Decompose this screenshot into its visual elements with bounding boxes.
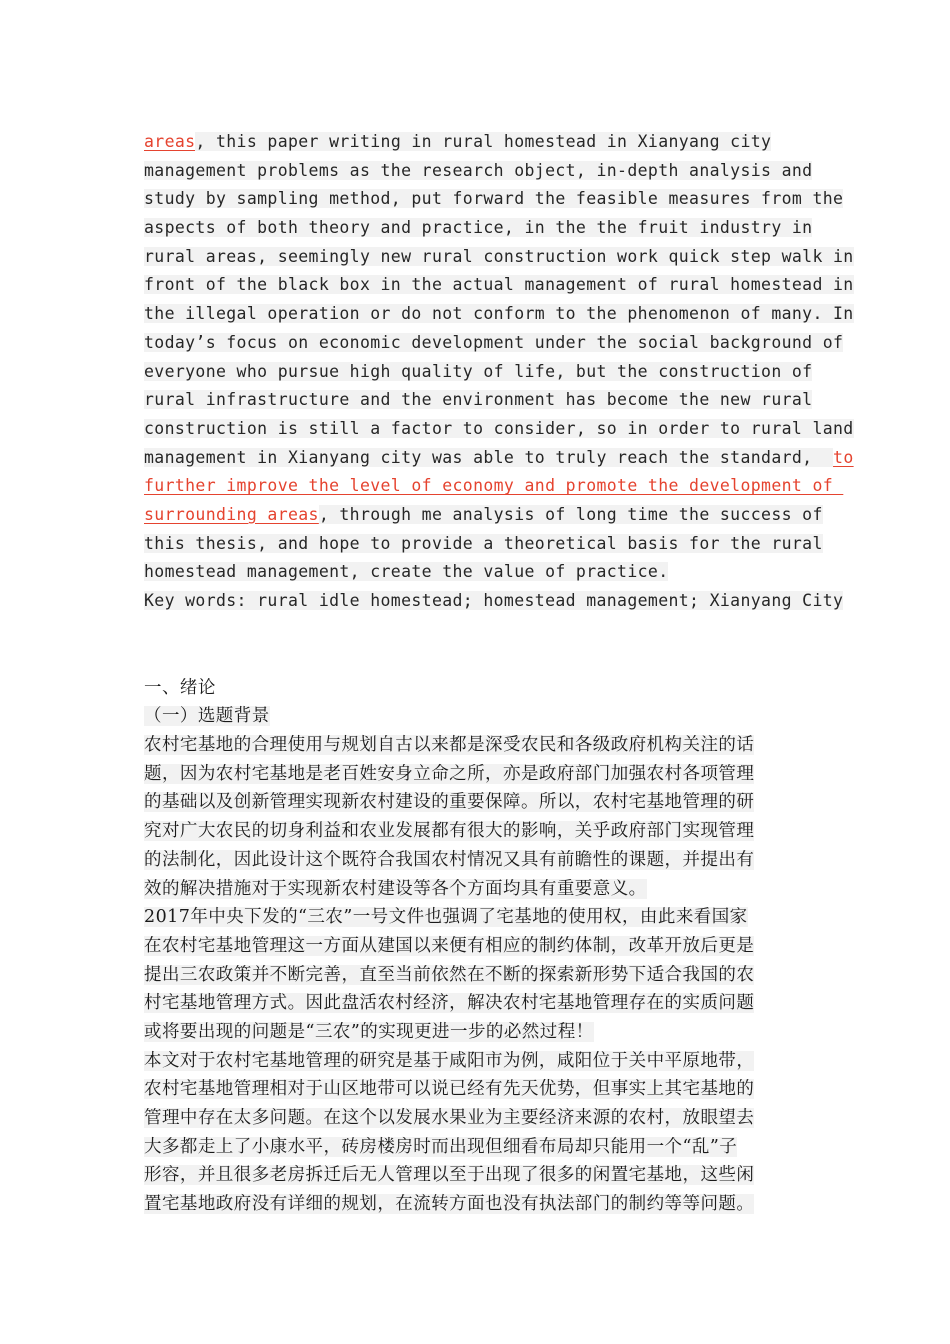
abstract-line-9: everyone who pursue high quality of life, but the construction of: [144, 361, 813, 381]
paragraph-line: 提出三农政策并不断完善，直至当前依然在不断的探索新形势下适合我国的农: [144, 964, 755, 985]
paragraph-line: 农村宅基地的合理使用与规划自古以来都是深受农民和各级政府机构关注的话: [144, 735, 755, 756]
abstract-line-6: front of the black box in the actual management of rural homestead in: [144, 275, 854, 295]
abstract-line-1: areas, this paper writing in rural homestead in Xianyang city: [144, 132, 772, 151]
abstract-line-13: [144, 472, 844, 501]
abstract-line-12: management in Xianyang city was able to truly reach the standard, to: [144, 447, 854, 467]
abstract-line-11: construction is still a factor to consider, so in order to rural land: [144, 418, 854, 438]
keywords-line: Key words: rural idle homestead; homestead management; Xianyang City: [144, 591, 844, 610]
paragraph-line: 村宅基地管理方式。因此盘活农村经济，解决农村宅基地管理存在的实质问题: [144, 993, 755, 1014]
abstract-line-5: rural areas, seemingly new rural construction work quick step walk in: [144, 246, 854, 266]
paragraph-line: 的基础以及创新管理实现新农村建设的重要保障。所以，农村宅基地管理的研: [144, 792, 755, 813]
paragraph-line: 本文对于农村宅基地管理的研究是基于咸阳市为例，咸阳位于关中平原地带，: [144, 1050, 755, 1071]
paragraph-line: 在农村宅基地管理这一方面从建国以来便有相应的制约体制，改革开放后更是: [144, 935, 755, 956]
paragraph-line: 效的解决措施对于实现新农村建设等各个方面均具有重要意义。: [144, 878, 647, 899]
paragraph-line: 形容，并且很多老房拆迁后无人管理以至于出现了很多的闲置宅基地，这些闲: [144, 1165, 755, 1186]
surrounding-areas-link[interactable]: surrounding areas: [144, 504, 319, 524]
paragraph-line: 农村宅基地管理相对于山区地带可以说已经有先天优势，但事实上其宅基地的: [144, 1079, 755, 1100]
paragraph-line: 2017年中央下发的“三农”一号文件也强调了宅基地的使用权，由此来看国家: [144, 907, 748, 928]
abstract-line-2: management problems as the research object, in-depth analysis and: [144, 160, 813, 180]
to-link[interactable]: to: [833, 447, 854, 467]
abstract-line-15: this thesis, and hope to provide a theoretical basis for the rural: [144, 533, 823, 553]
improve-economy-link[interactable]: further improve the level of economy and promote the development of: [144, 476, 844, 496]
abstract-line-8: today’s focus on economic development under the social background of: [144, 332, 844, 352]
chapter-one: [144, 674, 824, 1219]
paragraph-line: 题，因为农村宅基地是老百姓安身立命之所，亦是政府部门加强农村各项管理: [144, 763, 755, 784]
paragraph-line: 或将要出现的问题是“三农”的实现更进一步的必然过程！: [144, 1021, 594, 1042]
section-gap: [144, 616, 824, 674]
chapter-heading: 一、绪论: [144, 677, 216, 698]
paragraph-line: 置宅基地政府没有详细的规划，在流转方面也没有执法部门的制约等等问题。: [144, 1194, 755, 1215]
abstract-line-3: study by sampling method, put forward the feasible measures from the: [144, 189, 844, 209]
areas-link[interactable]: areas: [144, 132, 196, 151]
english-abstract: [144, 128, 854, 616]
paragraph-line: 管理中存在太多问题。在这个以发展水果业为主要经济来源的农村，放眼望去: [144, 1108, 755, 1128]
abstract-line-10: rural infrastructure and the environment has become the new rural: [144, 390, 813, 410]
section-subheading: （一）选题背景: [144, 706, 270, 727]
paragraph-line: 的法制化，因此设计这个既符合我国农村情况又具有前瞻性的课题，并提出有: [144, 849, 755, 870]
paragraph-line: 大多都走上了小康水平，砖房楼房时而出现但细看布局却只能用一个“乱”子: [144, 1136, 738, 1157]
paragraph-line: 究对广大农民的切身利益和农业发展都有很大的影响，关乎政府部门实现管理: [144, 821, 755, 842]
abstract-line-16: homestead management, create the value of practice.: [144, 562, 669, 582]
page-content: [144, 128, 854, 1219]
abstract-line-4: aspects of both theory and practice, in the the fruit industry in: [144, 218, 813, 238]
abstract-line-14: surrounding areas, through me analysis of long time the success of: [144, 504, 823, 524]
abstract-line-7: the illegal operation or do not conform to the phenomenon of many. In: [144, 304, 854, 324]
